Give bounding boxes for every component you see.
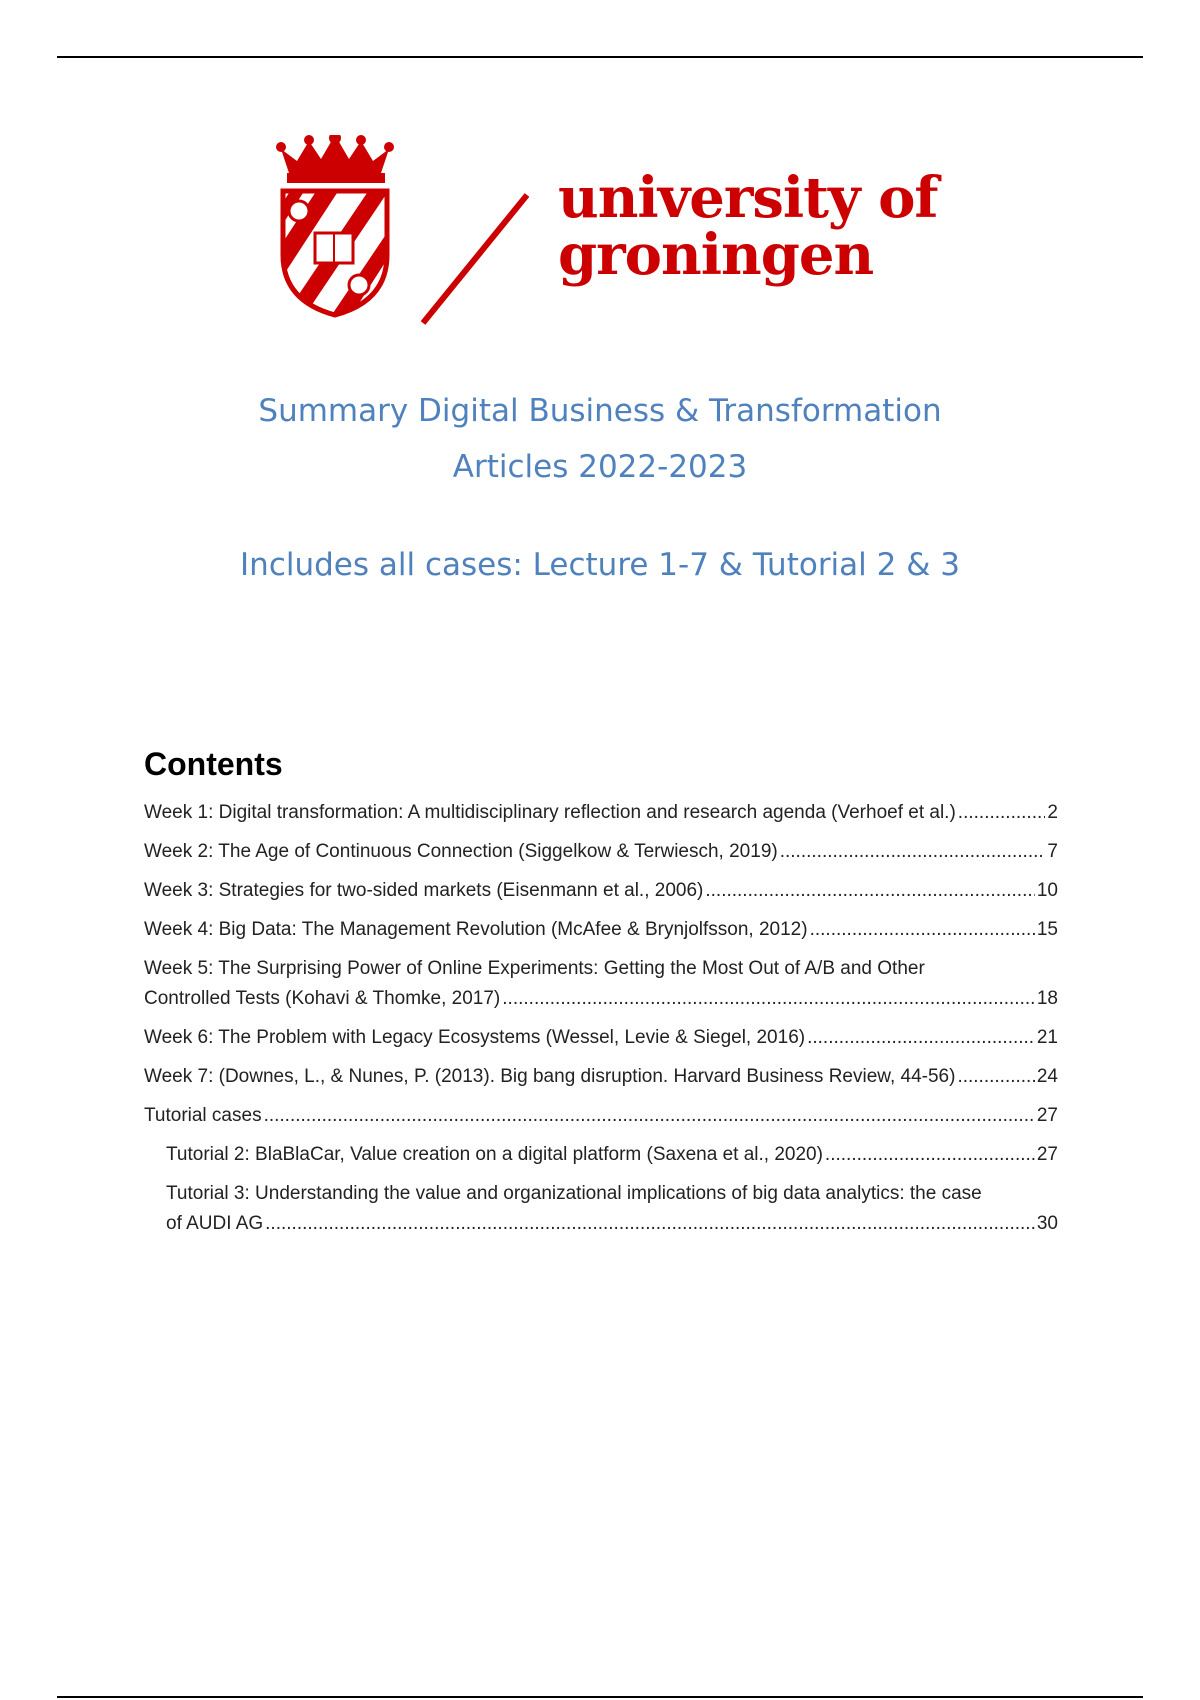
toc-page-number: 15 [1036,919,1058,940]
toc-page-number: 30 [1036,1213,1058,1234]
toc-entry-text-line1: Tutorial 3: Understanding the value and organizational implications of big data analytics: the case [166,1183,982,1204]
toc-entry-text: Week 3: Strategies for two-sided markets (Eisenmann et al., 2006) [144,880,704,901]
toc-dot-leader [957,1062,1034,1092]
toc-entry[interactable] [144,798,1058,828]
toc-dot-leader [958,798,1046,828]
toc-entry-text: Week 2: The Age of Continuous Connection (Siggelkow & Terwiesch, 2019) [144,841,778,862]
toc-entry-line [144,1101,1058,1131]
slash-divider [423,195,527,323]
toc-dot-leader [264,1101,1035,1131]
top-rule [57,56,1143,58]
toc-dot-leader [705,876,1035,906]
toc-dot-leader [502,984,1035,1014]
toc-entry[interactable] [144,1179,1058,1239]
contents-heading: Contents [144,746,283,782]
toc-entry-line [144,1023,1058,1053]
toc-entry[interactable] [144,1140,1058,1170]
toc-entry[interactable] [144,1023,1058,1053]
toc-list [144,798,1058,1239]
toc-entry-line [144,837,1058,867]
bottom-rule [57,1696,1143,1698]
toc-entry-line [144,984,1058,1014]
shield-icon [275,191,395,325]
toc-entry-line [166,1209,1058,1239]
toc-entry-text-line1: Week 5: The Surprising Power of Online Experiments: Getting the Most Out of A/B and Other [144,958,925,979]
document-subtitle: Includes all cases: Lecture 1-7 & Tutorial 2 & 3 [240,547,960,583]
table-of-contents [144,744,1058,1248]
toc-page-number: 27 [1036,1144,1058,1165]
toc-entry-line [144,1062,1058,1092]
toc-entry[interactable] [144,1101,1058,1131]
toc-entry-text: Week 6: The Problem with Legacy Ecosystems (Wessel, Levie & Siegel, 2016) [144,1027,806,1048]
toc-dot-leader [807,1023,1035,1053]
toc-entry-line [144,798,1058,828]
logo-text-line2: groningen [558,222,874,288]
logo-wordmark [558,165,938,288]
toc-entry-text: Week 4: Big Data: The Management Revolution (McAfee & Brynjolfsson, 2012) [144,919,808,940]
toc-page-number: 2 [1047,802,1058,823]
toc-entry[interactable] [144,915,1058,945]
toc-page-number: 18 [1036,988,1058,1009]
toc-entry-text: Tutorial cases [144,1105,262,1126]
toc-entry[interactable] [144,876,1058,906]
toc-page-number: 24 [1036,1066,1058,1087]
logo-text-line1: university of [558,165,938,231]
toc-entry-line [144,915,1058,945]
document-title-line2: Articles 2022-2023 [452,449,748,485]
toc-entry-text: Week 7: (Downes, L., & Nunes, P. (2013). Big bang disruption. Harvard Business Review, 44-56) [144,1066,956,1087]
toc-dot-leader [265,1209,1035,1239]
toc-dot-leader [825,1140,1035,1170]
crown-icon [276,135,394,183]
toc-dot-leader [780,837,1046,867]
toc-page-number: 7 [1047,841,1058,862]
toc-entry-text: Week 1: Digital transformation: A multidisciplinary reflection and research agenda (Verhoef et al.) [144,802,956,823]
toc-entry-text: Tutorial 2: BlaBlaCar, Value creation on a digital platform (Saxena et al., 2020) [166,1144,823,1165]
toc-entry-text: Controlled Tests (Kohavi & Thomke, 2017) [144,988,501,1009]
toc-entry[interactable] [144,1062,1058,1092]
toc-entry-line [166,1140,1058,1170]
toc-page-number: 21 [1036,1027,1058,1048]
toc-dot-leader [810,915,1035,945]
toc-page-number: 10 [1036,880,1058,901]
toc-entry-text: of AUDI AG [166,1213,264,1234]
toc-entry-line [144,876,1058,906]
toc-page-number: 27 [1036,1105,1058,1126]
toc-entry[interactable] [144,837,1058,867]
toc-entry[interactable] [144,954,1058,1014]
document-title-line1: Summary Digital Business & Transformation [258,393,942,429]
